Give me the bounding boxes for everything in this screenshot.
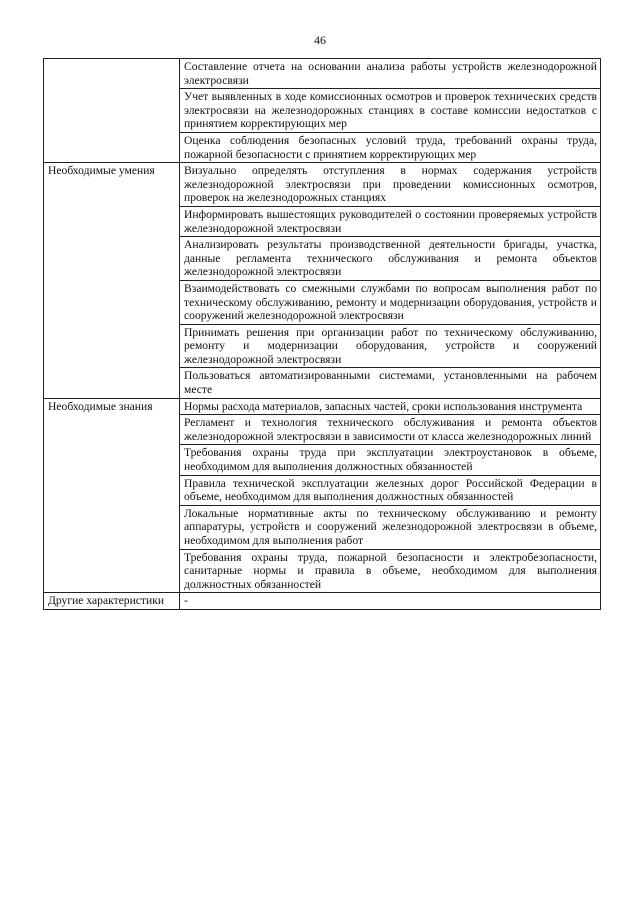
- requirement-item: Визуально определять отступления в нормах содержания устройств железнодорожной электросвязи при проведении комиссионных осмотров, проверок на железнодорожных станциях: [180, 163, 601, 207]
- requirement-item: Принимать решения при организации работ по техническому обслуживанию, ремонту и модернизации оборудования, устройств и сооружений железнодорожной электросвязи: [180, 324, 601, 368]
- requirement-item: Анализировать результаты производственной деятельности бригады, участка, данные регламента технического обслуживания и ремонта объектов железнодорожной электросвязи: [180, 237, 601, 281]
- requirement-item: -: [180, 593, 601, 610]
- requirement-item: Составление отчета на основании анализа работы устройств железнодорожной электросвязи: [180, 59, 601, 89]
- section-label: [44, 59, 180, 163]
- qualification-table-body: [44, 59, 601, 610]
- requirement-item: Локальные нормативные акты по техническому обслуживанию и ремонту аппаратуры, устройств и сооружений железнодорожной электросвязи в объеме, необходимом для выполнения работ: [180, 505, 601, 549]
- requirement-item: Требования охраны труда, пожарной безопасности и электробезопасности, санитарные нормы и правила в объеме, необходимом для выполнения должностных обязанностей: [180, 549, 601, 593]
- requirement-item: Оценка соблюдения безопасных условий труда, требований охраны труда, пожарной безопасности с принятием корректирующих мер: [180, 132, 601, 162]
- requirement-item: Правила технической эксплуатации железных дорог Российской Федерации в объеме, необходимом для выполнения должностных обязанностей: [180, 475, 601, 505]
- qualification-table: [43, 58, 601, 610]
- requirement-item: Информировать вышестоящих руководителей о состоянии проверяемых устройств железнодорожной электросвязи: [180, 206, 601, 236]
- requirement-item: Нормы расхода материалов, запасных частей, сроки использования инструмента: [180, 398, 601, 415]
- requirement-item: Регламент и технология технического обслуживания и ремонта объектов железнодорожной электросвязи в зависимости от класса железнодорожных линий: [180, 415, 601, 445]
- requirement-item: Взаимодействовать со смежными службами по вопросам выполнения работ по техническому обслуживанию, ремонту и модернизации оборудования, устройств и сооружений железнодорожной электросвязи: [180, 280, 601, 324]
- section-label: Необходимые умения: [44, 163, 180, 399]
- requirement-item: Требования охраны труда при эксплуатации электроустановок в объеме, необходимом для выполнения должностных обязанностей: [180, 445, 601, 475]
- section-label: Необходимые знания: [44, 398, 180, 593]
- table-row: [44, 59, 601, 89]
- requirement-item: Учет выявленных в ходе комиссионных осмотров и проверок технических средств электросвязи на железнодорожных станциях в составе комиссии недостатков с принятием корректирующих мер: [180, 89, 601, 133]
- table-row: [44, 163, 601, 207]
- section-label: Другие характеристики: [44, 593, 180, 610]
- table-row: [44, 593, 601, 610]
- table-row: [44, 398, 601, 415]
- requirement-item: Пользоваться автоматизированными системами, установленными на рабочем месте: [180, 368, 601, 398]
- page-number: 46: [314, 33, 326, 47]
